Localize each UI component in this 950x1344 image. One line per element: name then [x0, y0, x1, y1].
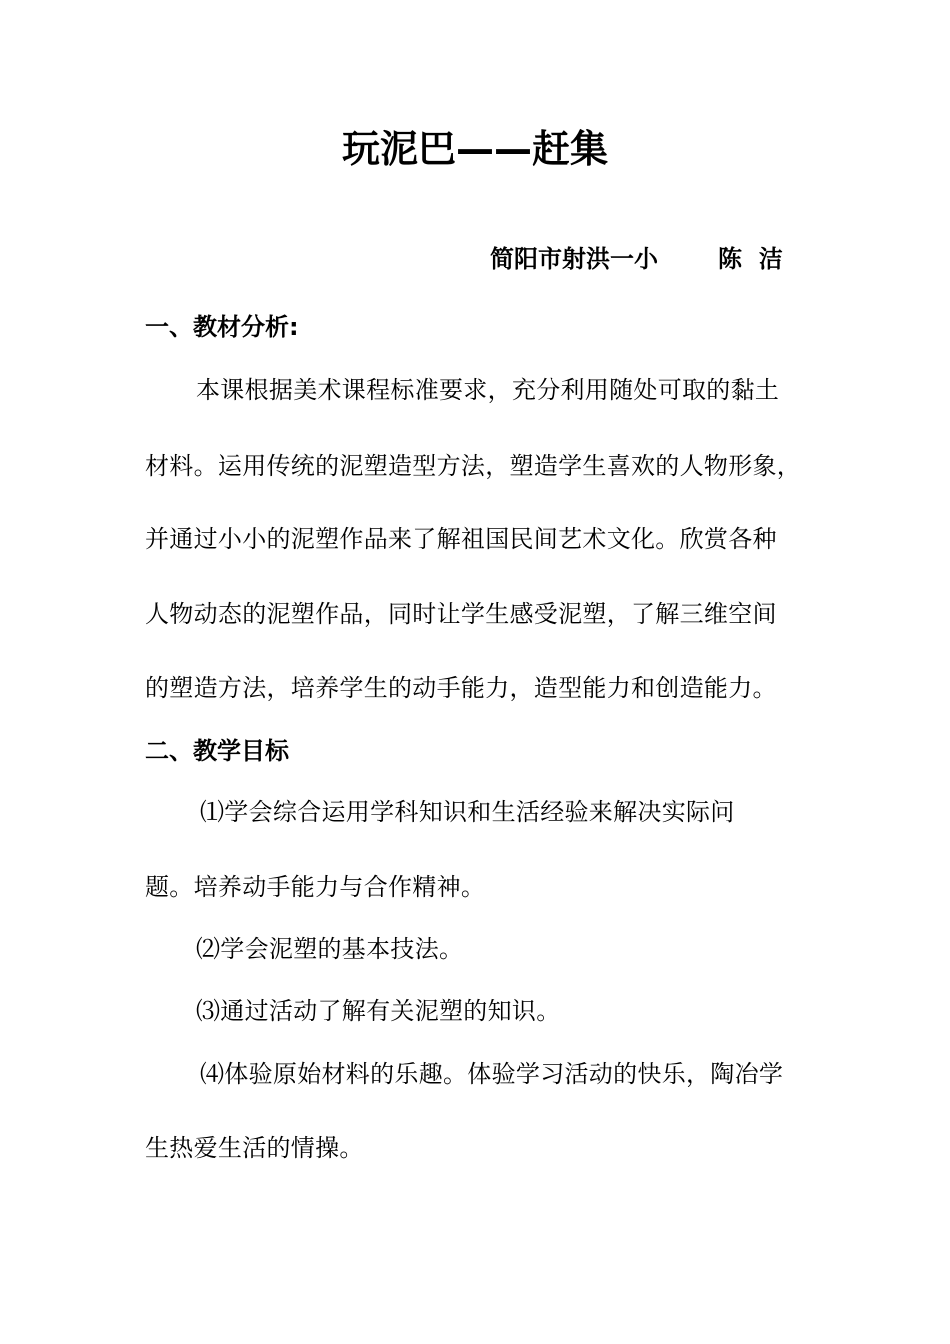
paragraph-line: 并通过小小的泥塑作品来了解祖国民间艺术文化。欣赏各种 [145, 525, 777, 553]
goal-line: 生热爱生活的情操。 [145, 1134, 364, 1162]
page-title: 玩泥巴——赶集 [341, 127, 608, 171]
section-heading-teaching-goals: 二、教学目标 [145, 737, 289, 765]
goal-line: ⑷体验原始材料的乐趣。体验学习活动的快乐，陶冶学 [200, 1060, 784, 1088]
author-name: 陈 洁 [718, 245, 783, 273]
author-school: 简阳市射洪一小 [490, 245, 658, 273]
section-heading-material-analysis: 一、教材分析: [145, 313, 299, 341]
paragraph-line: 的塑造方法，培养学生的动手能力，造型能力和创造能力。 [145, 674, 777, 702]
goal-line: 题。培养动手能力与合作精神。 [145, 873, 486, 901]
paragraph-line: 人物动态的泥塑作品，同时让学生感受泥塑，了解三维空间 [145, 600, 777, 628]
paragraph-line: 本课根据美术课程标准要求，充分利用随处可取的黏土 [196, 376, 780, 404]
goal-line: ⑴学会综合运用学科知识和生活经验来解决实际问 [200, 798, 735, 826]
goal-line: ⑵学会泥塑的基本技法。 [196, 935, 464, 963]
paragraph-line: 材料。运用传统的泥塑造型方法，塑造学生喜欢的人物形象， [145, 452, 802, 480]
goal-line: ⑶通过活动了解有关泥塑的知识。 [196, 997, 561, 1025]
